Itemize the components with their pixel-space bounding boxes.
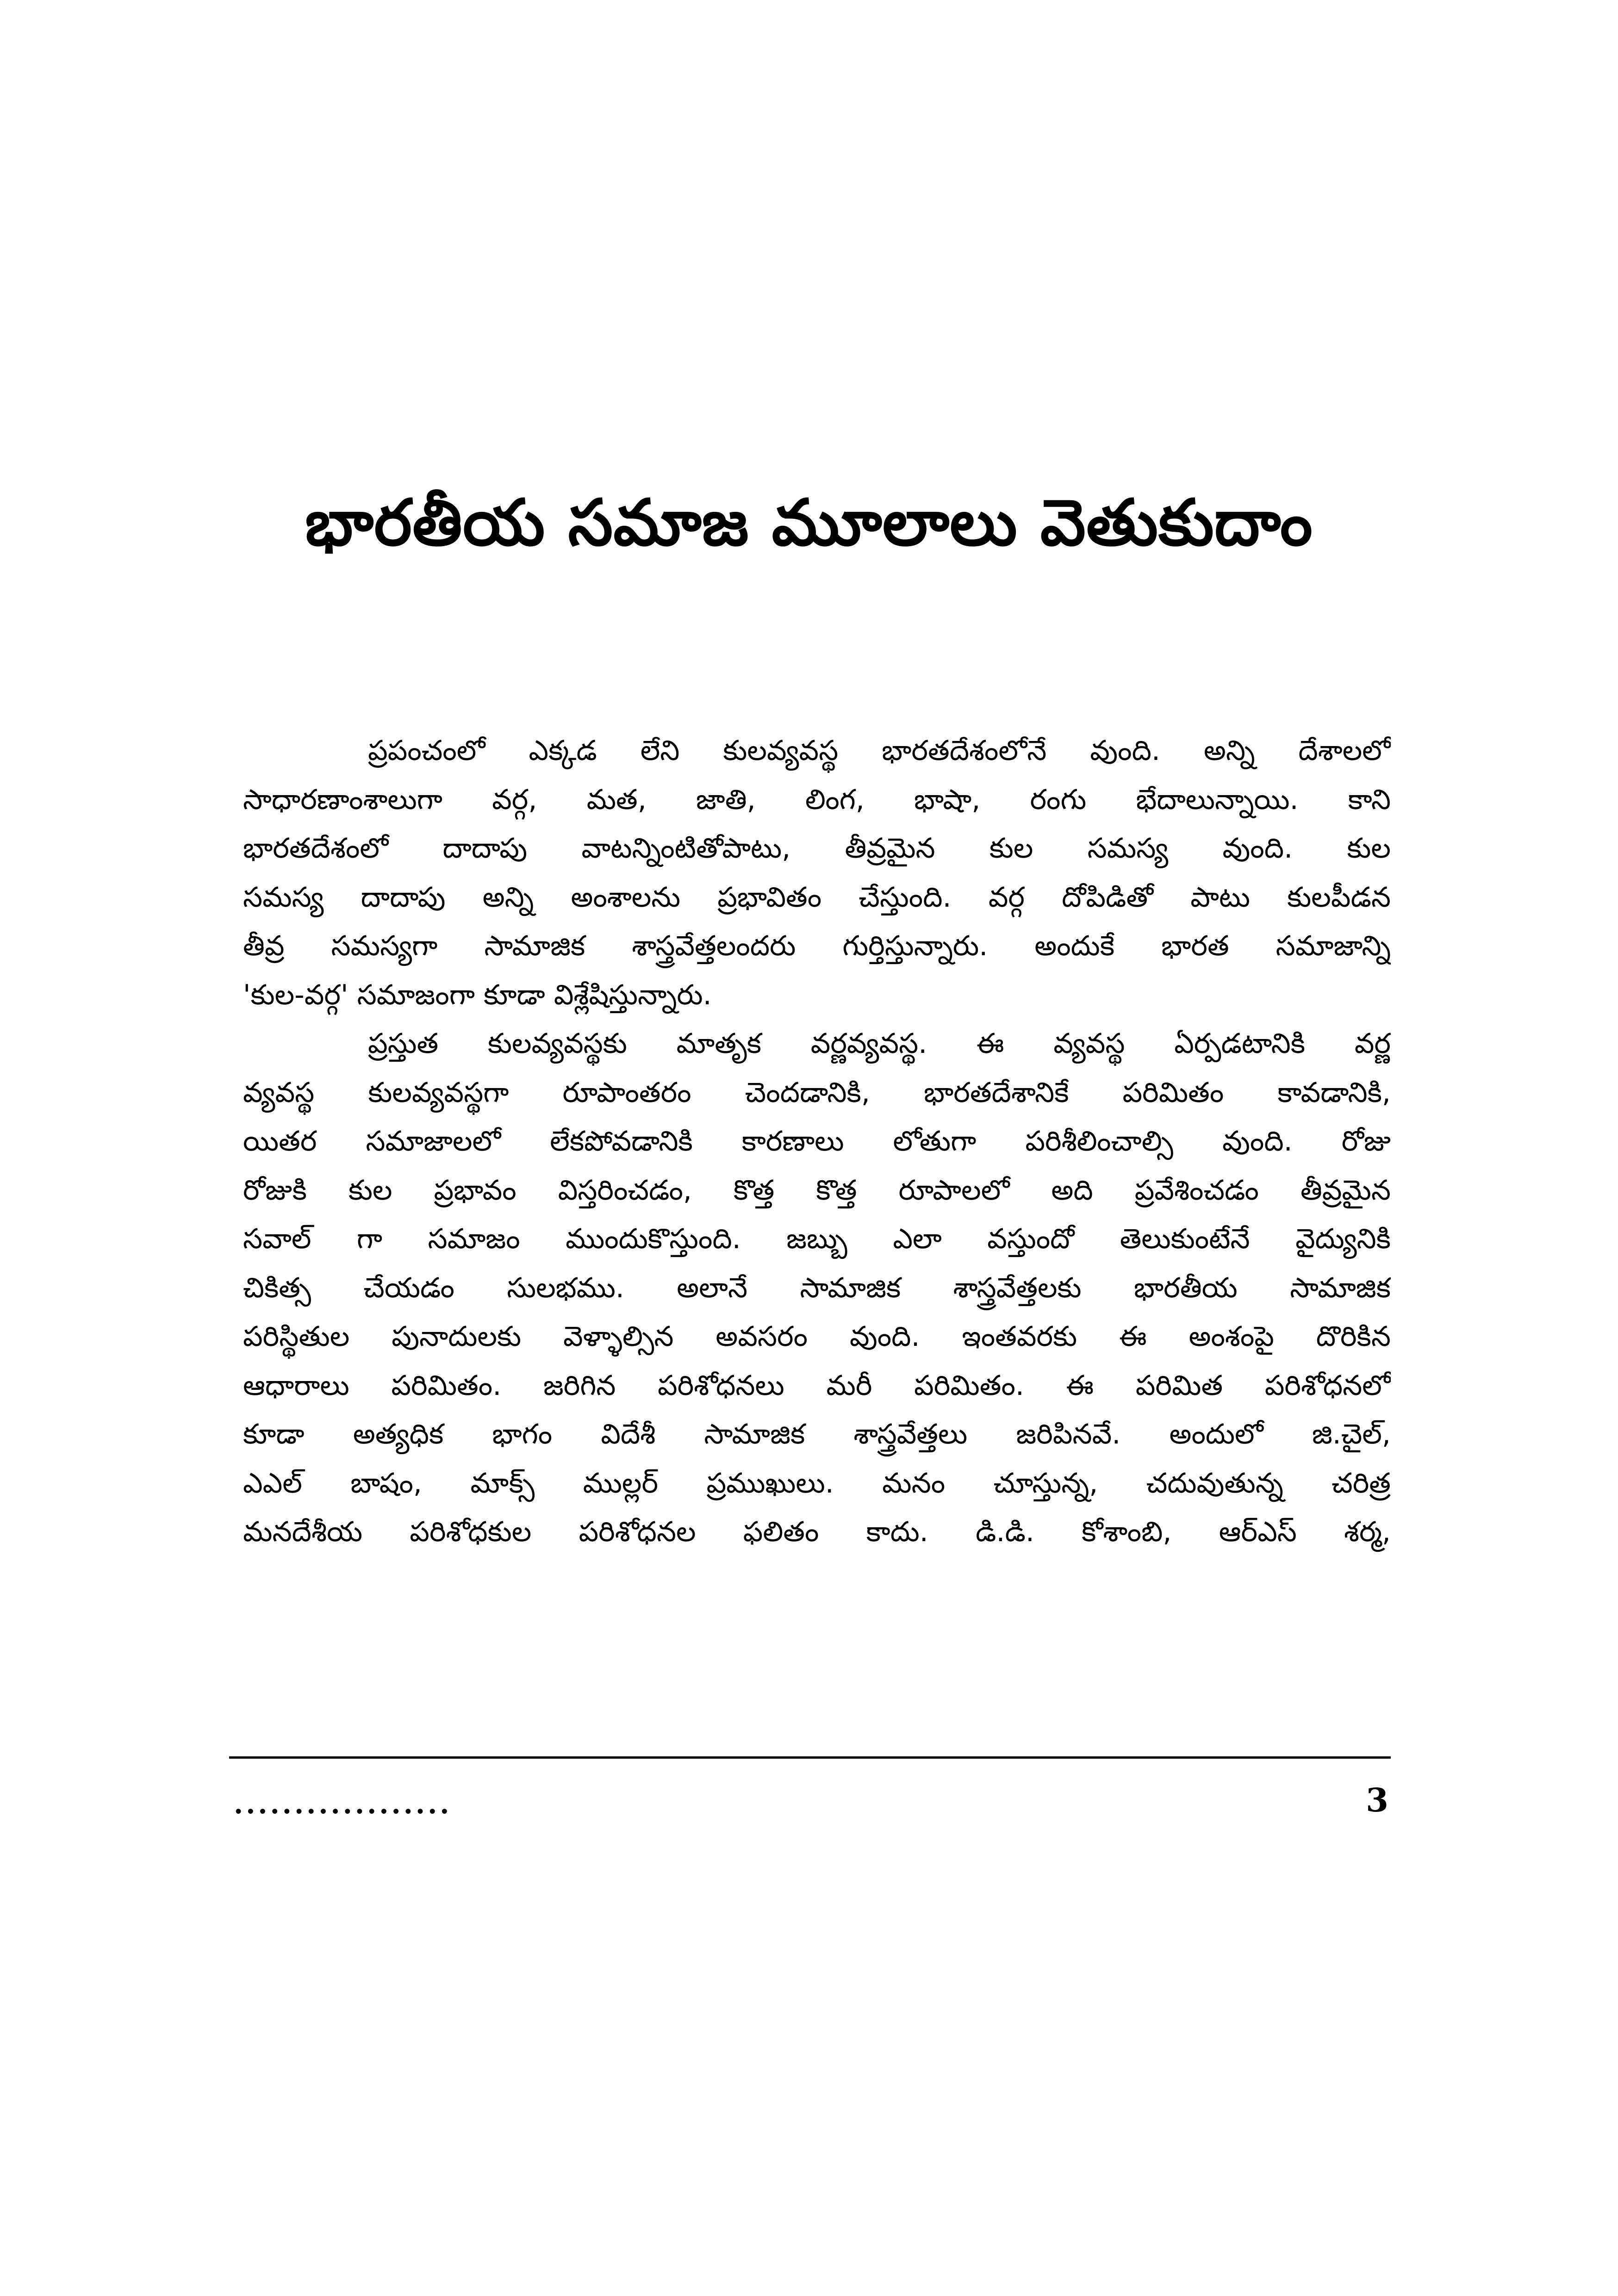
page-number: 3 bbox=[1366, 1781, 1388, 1819]
text-line: వ్యవస్థ కులవ్యవస్థగా రూపాంతరం చెందడానికి, భారతదేశానికే పరిమితం కావడానికి, bbox=[243, 1076, 1391, 1109]
text-line: రోజుకి కుల ప్రభావం విస్తరించడం, కొత్త కొత్త రూపాలలో అది ప్రవేశించడం తీవ్రమైన bbox=[243, 1174, 1391, 1207]
text-line: సాధారణాంశాలుగా వర్గ, మత, జాతి, లింగ, భాషా, రంగు భేదాలున్నాయి. కాని bbox=[243, 783, 1391, 816]
text-line: మనదేశీయ పరిశోధకుల పరిశోధనల ఫలితం కాదు. డి.డి. కోశాంబి, ఆర్ఎస్ శర్మ, bbox=[243, 1516, 1391, 1548]
body-text bbox=[243, 727, 1391, 1557]
text-line: పరిస్థితుల పునాదులకు వెళ్ళాల్సిన అవసరం వుంది. ఇంతవరకు ఈ అంశంపై దొరికిన bbox=[243, 1320, 1391, 1353]
text-line: 'కుల-వర్గ' సమాజంగా కూడా విశ్లేషిస్తున్నారు. bbox=[243, 978, 712, 1011]
text-line: సవాల్ గా సమాజం ముందుకొస్తుంది. జబ్బు ఎలా వస్తుందో తెలుకుంటేనే వైద్యునికి bbox=[243, 1223, 1391, 1255]
text-line: ఆధారాలు పరిమితం. జరిగిన పరిశోధనలు మరీ పరిమితం. ఈ పరిమిత పరిశోధనలో bbox=[243, 1369, 1391, 1402]
text-line: చికిత్స చేయడం సులభము. అలానే సామాజిక శాస్త్రవేత్తలకు భారతీయ సామాజిక bbox=[243, 1271, 1391, 1304]
text-line: తీవ్ర సమస్యగా సామాజిక శాస్త్రవేత్తలందరు గుర్తిస్తున్నారు. అందుకే భారత సమాజాన్ని bbox=[243, 930, 1391, 962]
text-line: భారతదేశంలో దాదాపు వాటన్నింటితోపాటు, తీవ్రమైన కుల సమస్య వుంది. కుల bbox=[243, 832, 1391, 865]
text-line: సమస్య దాదాపు అన్ని అంశాలను ప్రభావితం చేస్తుంది. వర్గ దోపిడితో పాటు కులపీడన bbox=[243, 881, 1391, 914]
text-line: ప్రపంచంలో ఎక్కడ లేని కులవ్యవస్థ భారతదేశంలోనే వుంది. అన్ని దేశాలలో bbox=[368, 734, 1391, 767]
page-title: భారతీయ సమాజ మూలాలు వెతుకుదాం bbox=[305, 485, 1313, 560]
footer-rule bbox=[229, 1756, 1391, 1759]
paragraph-1 bbox=[243, 727, 1391, 1020]
text-line: కూడా అత్యధిక భాగం విదేశీ సామాజిక శాస్త్రవేత్తలు జరిపినవే. అందులో జి.చైల్, bbox=[243, 1418, 1391, 1450]
paragraph-2 bbox=[243, 1020, 1391, 1557]
text-line: ఎఎల్ బాషం, మాక్స్ ముల్లర్ ప్రముఖులు. మనం చూస్తున్న, చదువుతున్న చరిత్ర bbox=[243, 1467, 1391, 1500]
text-line: ప్రస్తుత కులవ్యవస్థకు మాతృక వర్ణవ్యవస్థ. ఈ వ్యవస్థ ఏర్పడటానికి వర్ణ bbox=[368, 1027, 1391, 1060]
footer-dots: .................. bbox=[234, 1788, 452, 1820]
text-line: యితర సమాజాలలో లేకపోవడానికి కారణాలు లోతుగా పరిశీలించాల్సి వుంది. రోజు bbox=[243, 1125, 1391, 1157]
